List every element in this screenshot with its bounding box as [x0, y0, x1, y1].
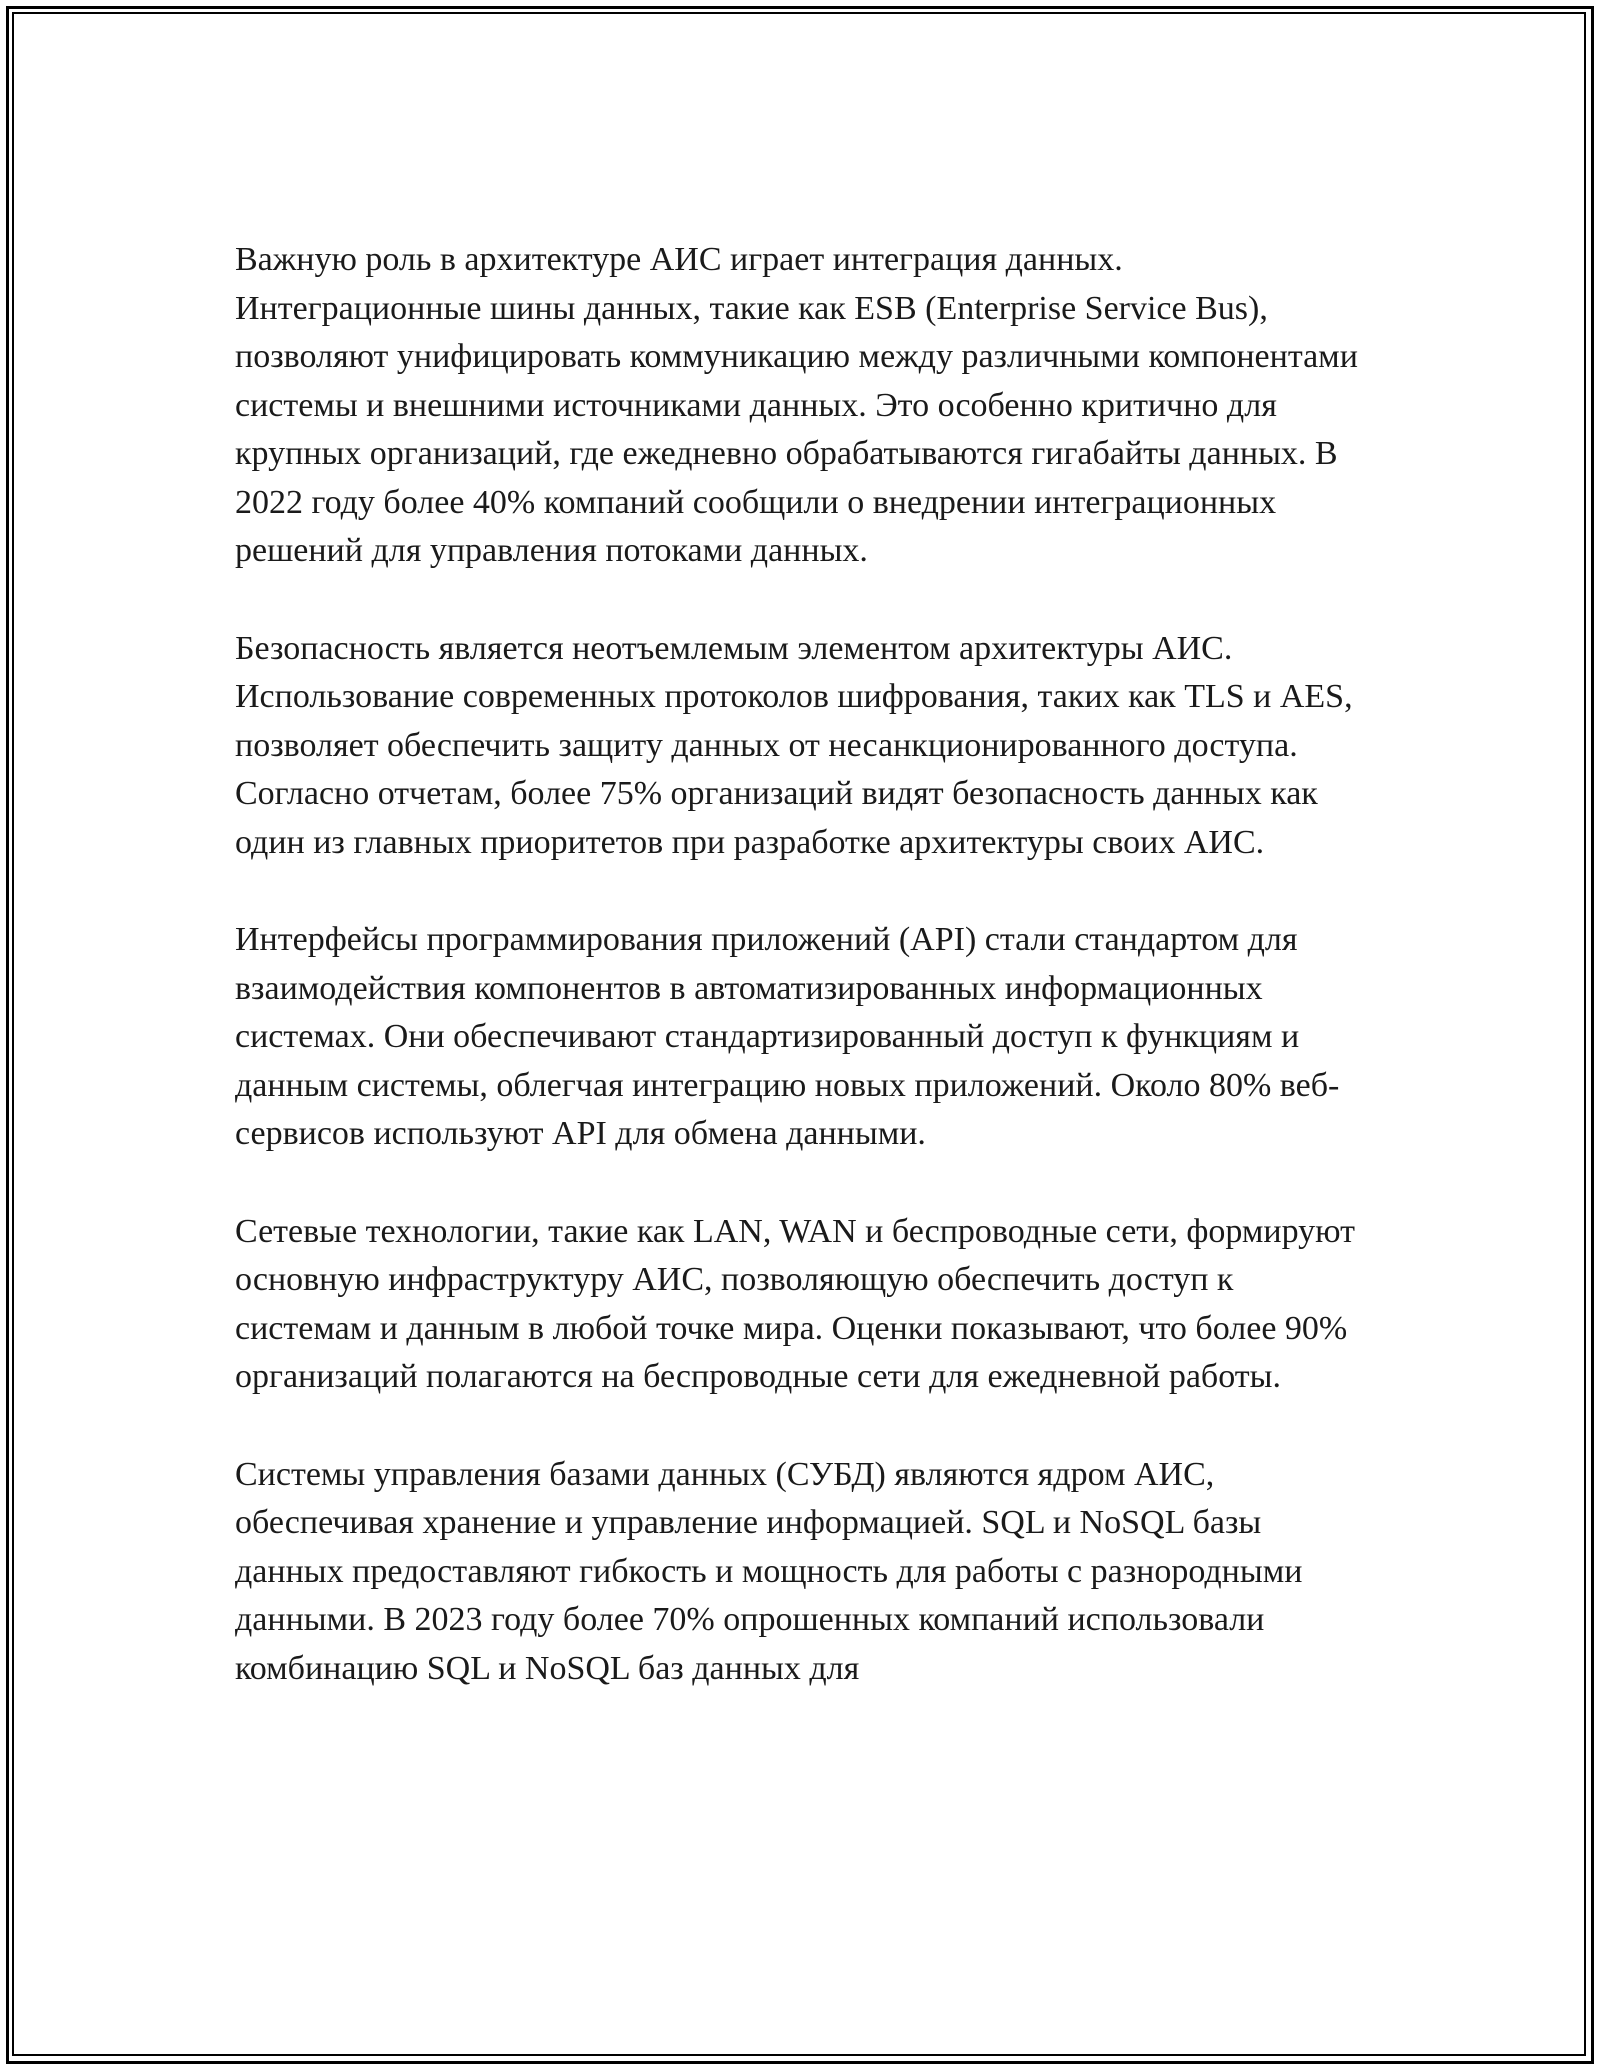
- paragraph-dbms: Системы управления базами данных (СУБД) являются ядром АИС, обеспечивая хранение и управление информацией. SQL и NoSQL базы данных предоставляют гибкость и мощность для работы с разнородными данными. В 2023 году более 70% опрошенных компаний использовали комбинацию SQL и NoSQL баз данных для: [235, 1455, 1303, 1687]
- paragraph-api: Интерфейсы программирования приложений (API) стали стандартом для взаимодействия компонентов в автоматизированных информационных системах. Они обеспечивают стандартизированный доступ к функциям и данным системы, облегчая интеграцию новых приложений. Около 80% веб-сервисов используют API для обмена данными.: [235, 921, 1340, 1152]
- paragraph-security: Безопасность является неотъемлемым элементом архитектуры АИС. Использование современных протоколов шифрования, таких как TLS и AES, позволяет обеспечить защиту данных от несанкционированного доступа. Согласно отчетам, более 75% организаций видят безопасность данных как один из главных приоритетов при разработке архитектуры своих АИС.: [235, 629, 1353, 861]
- paragraph-network-technologies: Сетевые технологии, такие как LAN, WAN и беспроводные сети, формируют основную инфраструктуру АИС, позволяющую обеспечить доступ к системам и данным в любой точке мира. Оценки показывают, что более 90% организаций полагаются на беспроводные сети для ежедневной работы.: [235, 1212, 1355, 1395]
- document-body: [235, 236, 1375, 1693]
- paragraph-data-integration: Важную роль в архитектуре АИС играет интеграция данных. Интеграционные шины данных, такие как ESB (Enterprise Service Bus), позволяют унифицировать коммуникацию между различными компонентами системы и внешними источниками данных. Это особенно критично для крупных организаций, где ежедневно обрабатываются гигабайты данных. В 2022 году более 40% компаний сообщили о внедрении интеграционных решений для управления потоками данных.: [235, 241, 1358, 569]
